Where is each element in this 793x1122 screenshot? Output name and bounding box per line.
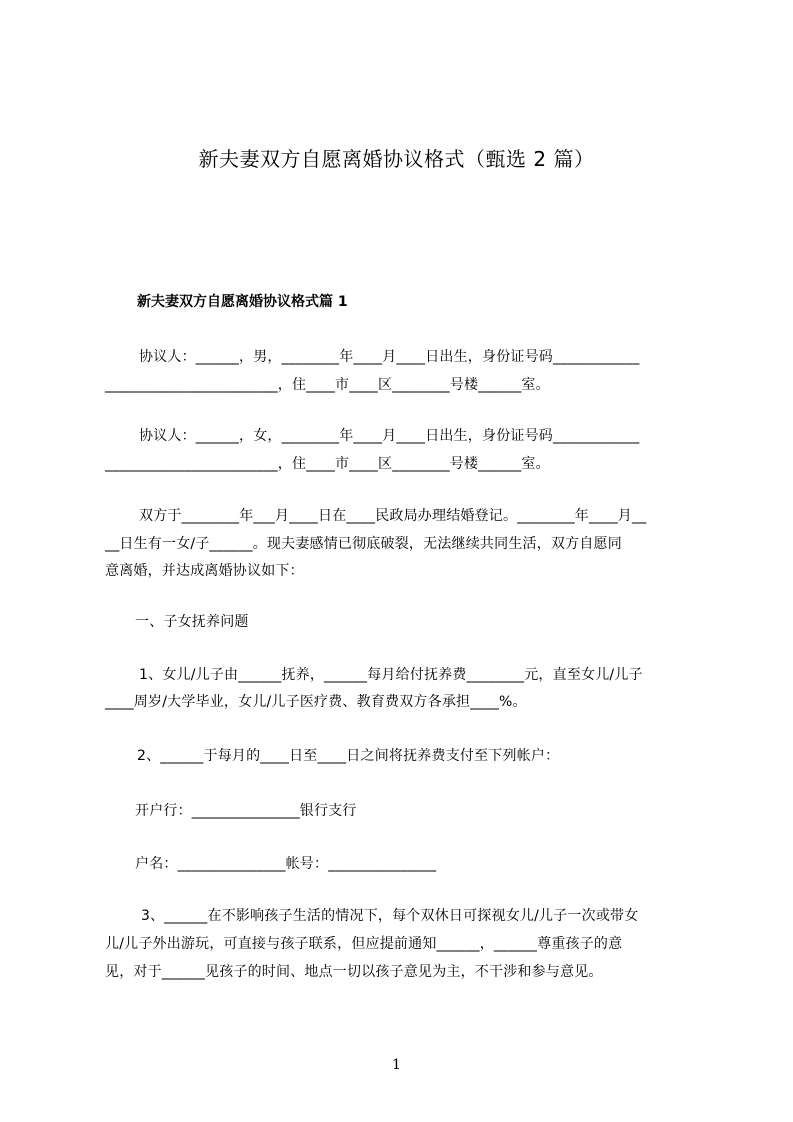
paragraph-line: ________________________，住____市____区________号楼______室。 — [105, 456, 550, 472]
paragraph-line: 1、女儿/儿子由______抚养，______每月给付抚养费________元，直至女儿/儿子 — [139, 667, 643, 683]
paragraph-line: 双方于________年___月____日在____民政局办理结婚登记。________年____月__ — [139, 508, 647, 524]
subsection-heading: 一、子女抚养问题 — [135, 614, 249, 630]
paragraph-line: 意离婚，并达成离婚协议如下： — [105, 563, 304, 579]
section-heading: 新夫妻双方自愿离婚协议格式篇 1 — [137, 294, 348, 310]
paragraph-line: ____周岁/大学毕业，女儿/儿子医疗费、教育费双方各承担____%。 — [105, 694, 527, 710]
paragraph-line: 见，对于______见孩子的时间、地点一切以孩子意见为主，不干涉和参与意见。 — [105, 964, 603, 980]
paragraph-line: 3、______在不影响孩子生活的情况下，每个双休日可探视女儿/儿子一次或带女 — [141, 908, 639, 924]
paragraph-line: 户名：_______________帐号：_______________ — [135, 856, 437, 872]
page-number: 1 — [392, 1057, 401, 1073]
paragraph-line: ________________________，住____市____区________号楼______室。 — [105, 377, 550, 393]
paragraph-line: 开户行：_______________银行支行 — [135, 803, 357, 819]
paragraph-line: __日生有一女/子______。现夫妻感情已彻底破裂，无法继续共同生活，双方自愿同 — [105, 536, 622, 552]
paragraph-line: 儿/儿子外出游玩，可直接与孩子联系，但应提前通知______，______尊重孩子的意 — [105, 936, 623, 952]
paragraph-line: 协议人：______，女，________年____月____日出生，身份证号码____________ — [139, 428, 640, 444]
document-title: 新夫妻双方自愿离婚协议格式（甄选 2 篇） — [198, 147, 595, 171]
paragraph-line: 2、______于每月的____日至____日之间将抚养费支付至下列帐户： — [137, 748, 560, 764]
paragraph-line: 协议人：______，男，________年____月____日出生，身份证号码____________ — [139, 349, 640, 365]
